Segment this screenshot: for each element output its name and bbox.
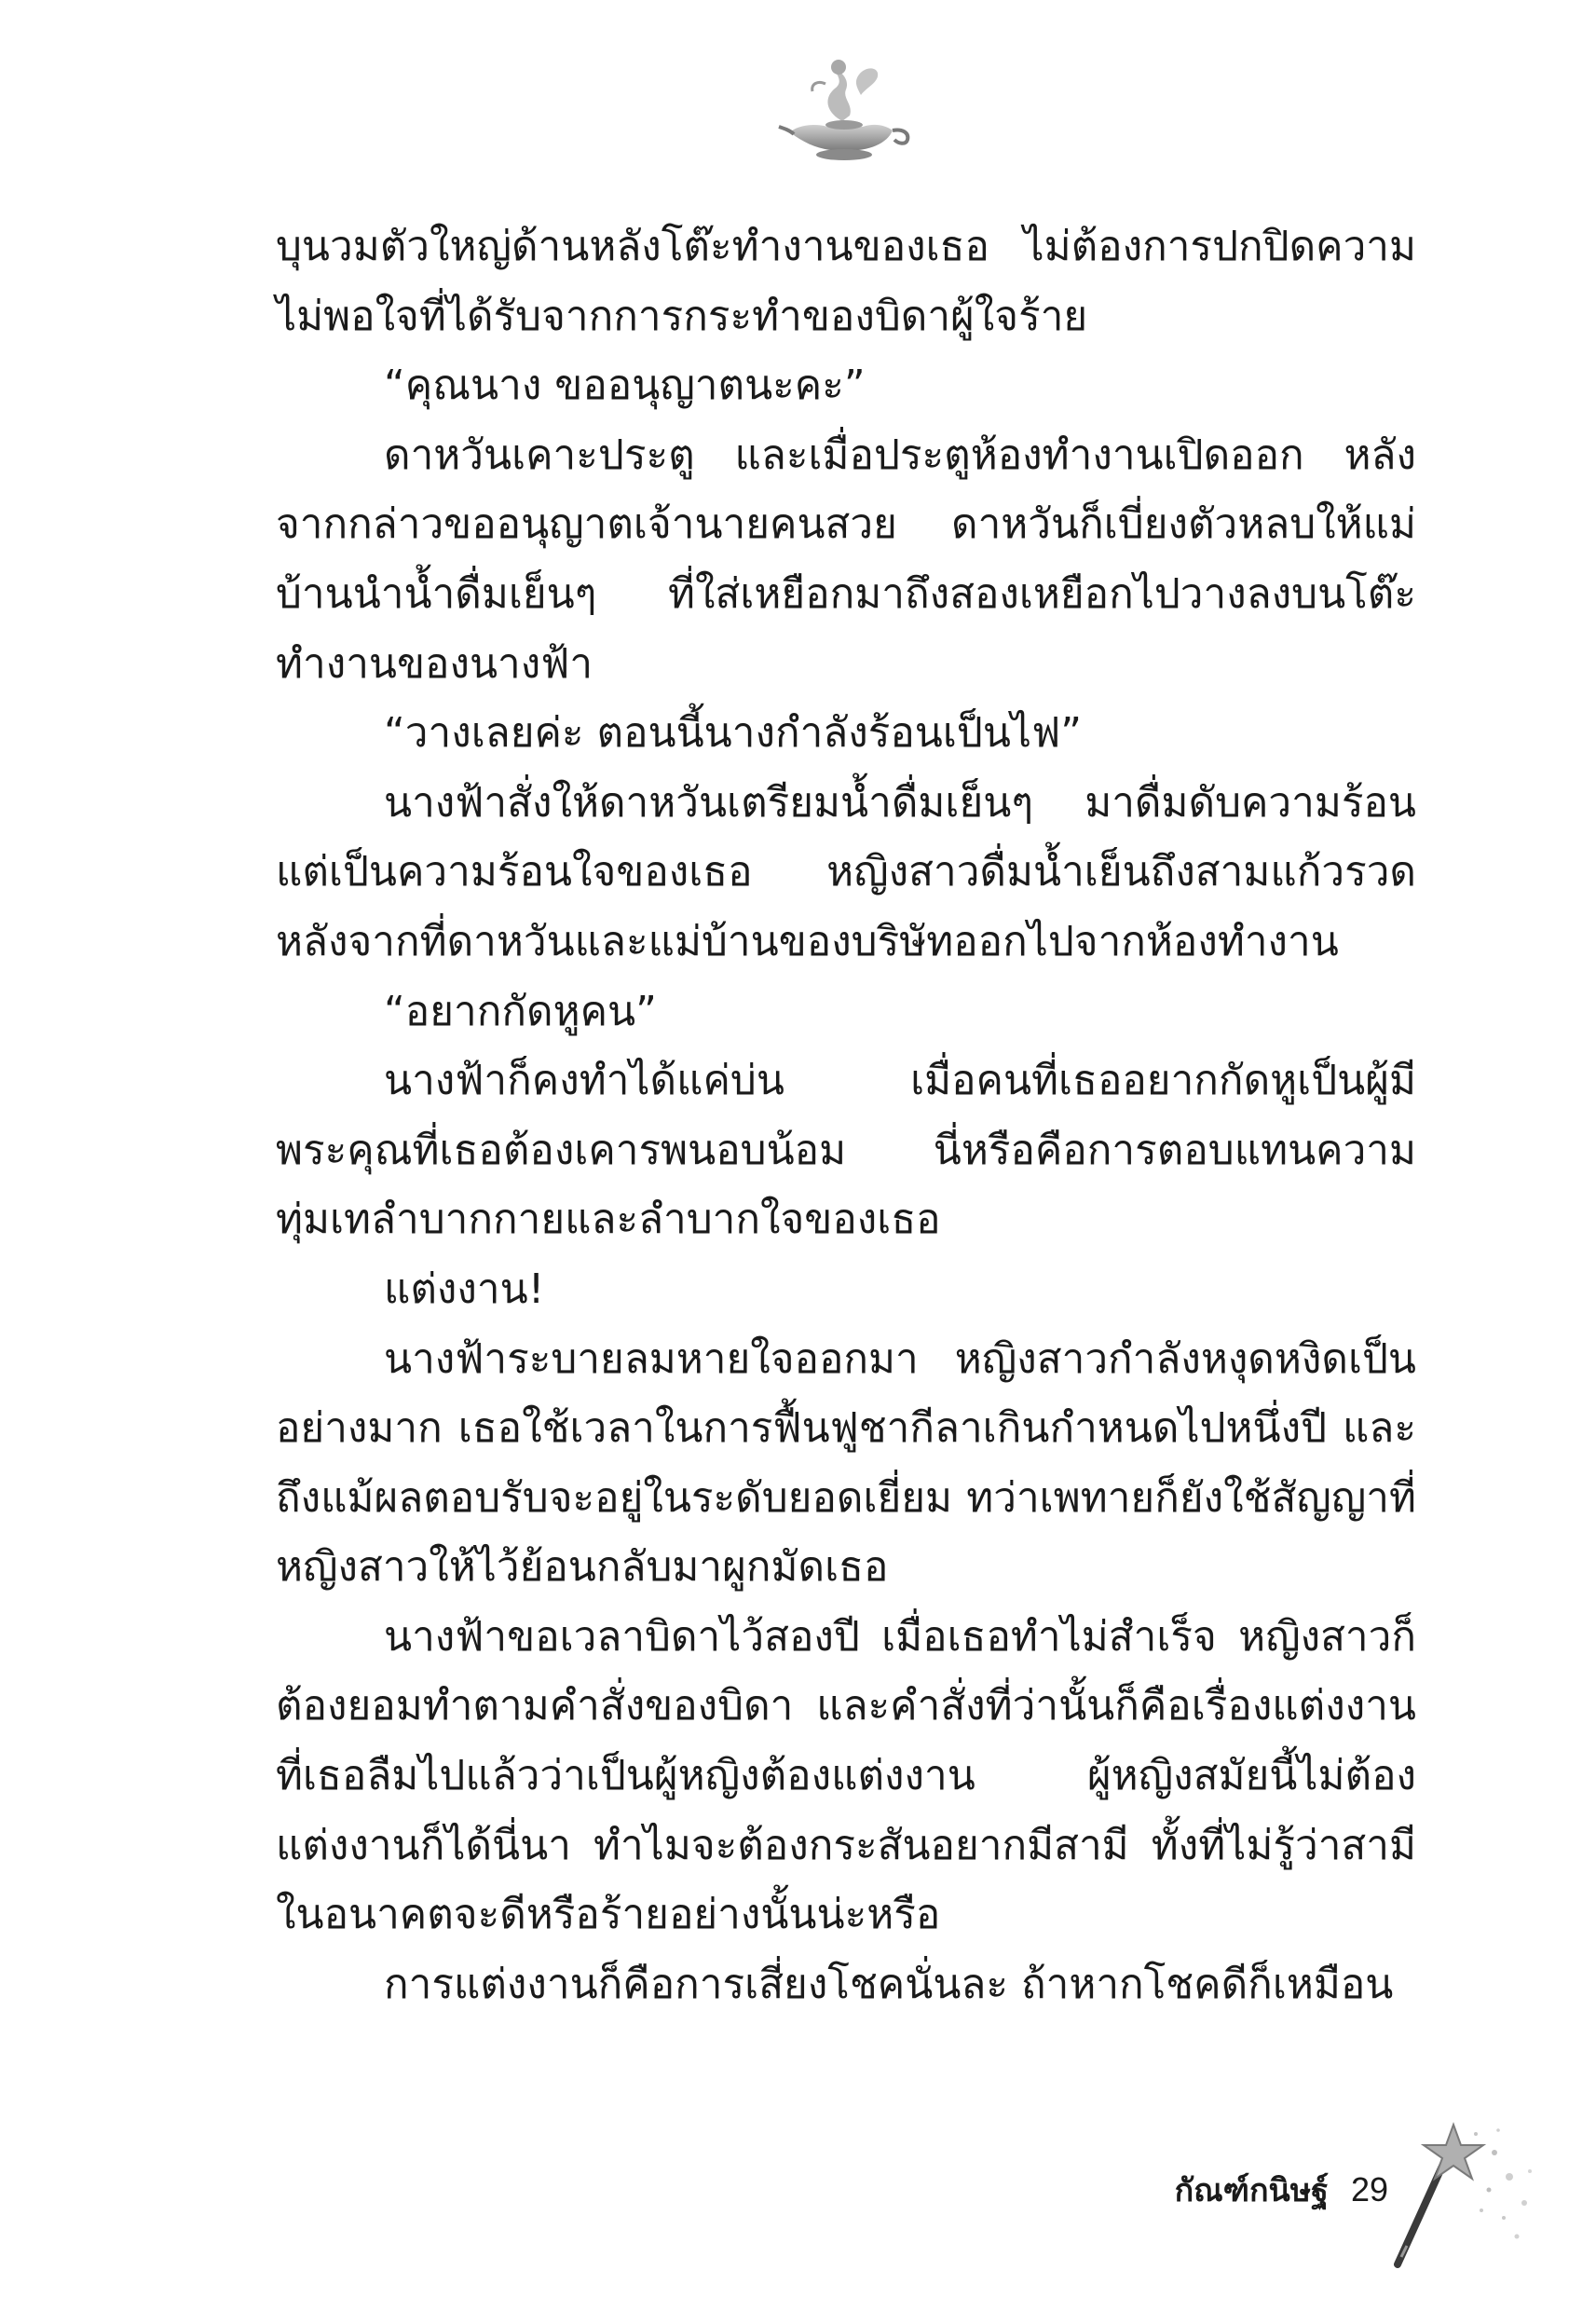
paragraph-7: นางฟ้าก็คงทำได้แค่บ่น เมื่อคนที่เธออยากกัดหูเป็นผู้มีพระคุณที่เธอต้องเคารพนอบน้อม นี่หรือคือการตอบแทนความทุ่มเทลำบากกายและลำบากใจของเธอ [276,1057,1416,1244]
page-number: 29 [1350,2170,1388,2208]
paragraph-10: นางฟ้าขอเวลาบิดาไว้สองปี เมื่อเธอทำไม่สำเร็จ หญิงสาวก็ต้องยอมทำตามคำสั่งของบิดา และคำสั่งที่ว่านั้นก็คือเรื่องแต่งงานที่เธอลืมไปแล้วว่าเป็นผู้หญิงต้องแต่งงาน ผู้หญิงสมัยนี้ไม่ต้องแต่งงานก็ได้นี่นา ทำไมจะต้องกระสันอยากมีสามี ทั้งที่ไม่รู้ว่าสามีในอนาคตจะดีหรือร้ายอย่างนั้นน่ะหรือ [276,1612,1416,1939]
paragraph-1: บุนวมตัวใหญ่ด้านหลังโต๊ะทำงานของเธอ ไม่ต้องการปกปิดความไม่พอใจที่ได้รับจากการกระทำของบิดาผู้ใจร้าย [276,223,1416,340]
paragraph-4: “วางเลยค่ะ ตอนนี้นางกำลังร้อนเป็นไฟ” [384,709,1083,758]
paragraph-8: แต่งงาน! [384,1265,545,1313]
paragraph-11: การแต่งงานก็คือการเสี่ยงโชคนั่นละ ถ้าหากโชคดีก็เหมือน [384,1960,1394,2008]
paragraph-5: นางฟ้าสั่งให้ดาหวันเตรียมน้ำดื่มเย็นๆ มาดื่มดับความร้อน แต่เป็นความร้อนใจของเธอ หญิงสาวดื่มน้ำเย็นถึงสามแก้วรวดหลังจากที่ดาหวันและแม่บ้านของบริษัทออกไปจากห้องทำงาน [276,778,1416,965]
genie-lamp-icon [770,47,919,168]
body-text [276,212,1416,2019]
paragraph-2: “คุณนาง ขออนุญาตนะคะ” [384,362,866,410]
magic-wand-icon [1379,2087,1547,2274]
paragraph-3: ดาหวันเคาะประตู และเมื่อประตูห้องทำงานเปิดออก หลังจากกล่าวขออนุญาตเจ้านายคนสวย ดาหวันก็เบี่ยงตัวหลบให้แม่บ้านนำน้ำดื่มเย็นๆ ที่ใส่เหยือกมาถึงสองเหยือกไปวางลงบนโต๊ะทำงานของนางฟ้า [276,431,1416,688]
paragraph-6: “อยากกัดหูคน” [384,987,657,1035]
author-name: กัณฑ์กนิษฐ์ [1174,2172,1329,2209]
paragraph-9: นางฟ้าระบายลมหายใจออกมา หญิงสาวกำลังหงุดหงิดเป็นอย่างมาก เธอใช้เวลาในการฟื้นฟูชากีลาเกินกำหนดไปหนึ่งปี และถึงแม้ผลตอบรับจะอยู่ในระดับยอดเยี่ยม ทว่าเพทายก็ยังใช้สัญญาที่หญิงสาวให้ไว้ย้อนกลับมาผูกมัดเธอ [276,1334,1416,1592]
page-footer [1062,2162,1388,2218]
